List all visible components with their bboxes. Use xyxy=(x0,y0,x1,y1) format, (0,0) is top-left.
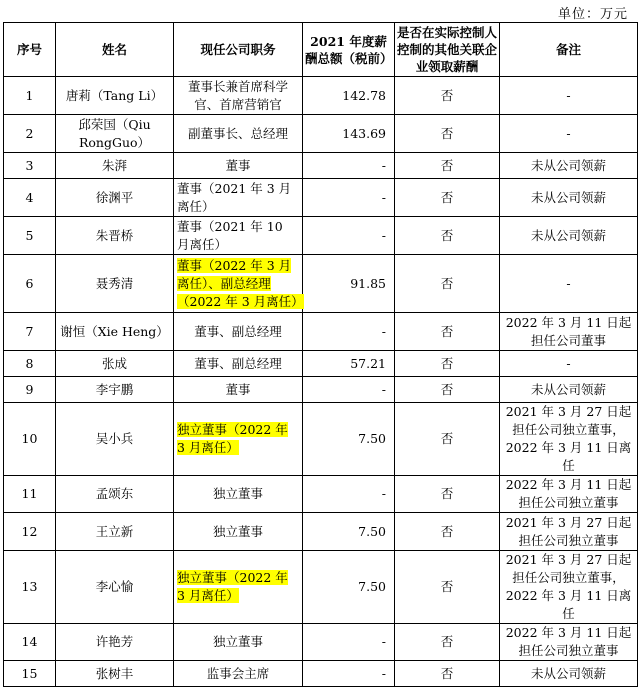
highlighted-text: 独立董事（2022 年 3 月离任） xyxy=(177,570,288,603)
cell-related-pay: 否 xyxy=(395,351,500,377)
cell-related-pay: 否 xyxy=(395,377,500,403)
cell-remark: 未从公司领薪 xyxy=(500,217,638,255)
cell-salary: 7.50 xyxy=(303,403,395,476)
header-related-pay: 是否在实际控制人控制的其他关联企业领取薪酬 xyxy=(395,23,500,77)
cell-no: 5 xyxy=(4,217,56,255)
table-row xyxy=(4,476,638,513)
table-row xyxy=(4,77,638,115)
table-row xyxy=(4,255,638,313)
cell-name: 邱荣国（Qiu RongGuo） xyxy=(56,115,174,153)
cell-related-pay: 否 xyxy=(395,313,500,351)
header-no: 序号 xyxy=(4,23,56,77)
cell-salary: - xyxy=(303,661,395,687)
cell-name: 张树丰 xyxy=(56,661,174,687)
cell-no: 1 xyxy=(4,77,56,115)
cell-remark: 未从公司领薪 xyxy=(500,661,638,687)
cell-salary: - xyxy=(303,476,395,513)
cell-salary: - xyxy=(303,624,395,661)
cell-related-pay: 否 xyxy=(395,476,500,513)
cell-name: 王立新 xyxy=(56,513,174,551)
header-remark: 备注 xyxy=(500,23,638,77)
cell-related-pay: 否 xyxy=(395,624,500,661)
table-row xyxy=(4,313,638,351)
cell-name: 许艳芳 xyxy=(56,624,174,661)
cell-salary: 91.85 xyxy=(303,255,395,313)
cell-position: 董事（2021 年 3 月离任） xyxy=(174,179,303,217)
cell-salary: - xyxy=(303,313,395,351)
cell-name: 朱湃 xyxy=(56,153,174,179)
cell-remark: 2021 年 3 月 27 日起担任公司独立董事，2022 年 3 月 11 日离任 xyxy=(500,551,638,624)
cell-no: 6 xyxy=(4,255,56,313)
table-row xyxy=(4,661,638,687)
cell-related-pay: 否 xyxy=(395,255,500,313)
cell-no: 9 xyxy=(4,377,56,403)
cell-position: 监事会主席 xyxy=(174,661,303,687)
cell-no: 11 xyxy=(4,476,56,513)
header-position: 现任公司职务 xyxy=(174,23,303,77)
cell-related-pay: 否 xyxy=(395,513,500,551)
cell-position xyxy=(174,403,303,476)
cell-remark: 2022 年 3 月 11 日起担任公司独立董事 xyxy=(500,476,638,513)
cell-related-pay: 否 xyxy=(395,179,500,217)
cell-position: 独立董事 xyxy=(174,624,303,661)
cell-salary: - xyxy=(303,377,395,403)
cell-position: 董事 xyxy=(174,377,303,403)
table-row xyxy=(4,115,638,153)
cell-position: 副董事长、总经理 xyxy=(174,115,303,153)
cell-related-pay: 否 xyxy=(395,403,500,476)
table-row xyxy=(4,179,638,217)
cell-name: 聂秀清 xyxy=(56,255,174,313)
cell-remark: - xyxy=(500,351,638,377)
cell-related-pay: 否 xyxy=(395,661,500,687)
cell-no: 3 xyxy=(4,153,56,179)
cell-name: 李心愉 xyxy=(56,551,174,624)
table-row xyxy=(4,551,638,624)
cell-salary: 7.50 xyxy=(303,513,395,551)
cell-no: 13 xyxy=(4,551,56,624)
cell-remark: - xyxy=(500,77,638,115)
cell-no: 2 xyxy=(4,115,56,153)
cell-remark: 未从公司领薪 xyxy=(500,153,638,179)
cell-salary: 57.21 xyxy=(303,351,395,377)
cell-salary: 7.50 xyxy=(303,551,395,624)
cell-position: 独立董事 xyxy=(174,476,303,513)
header-salary: 2021 年度薪酬总额（税前） xyxy=(303,23,395,77)
table-row xyxy=(4,403,638,476)
cell-no: 4 xyxy=(4,179,56,217)
cell-remark: - xyxy=(500,255,638,313)
cell-position: 董事、副总经理 xyxy=(174,313,303,351)
table-row xyxy=(4,153,638,179)
cell-related-pay: 否 xyxy=(395,77,500,115)
cell-name: 谢恒（Xie Heng） xyxy=(56,313,174,351)
cell-position xyxy=(174,551,303,624)
table-row xyxy=(4,351,638,377)
cell-remark: 2022 年 3 月 11 日起担任公司董事 xyxy=(500,313,638,351)
cell-salary: 142.78 xyxy=(303,77,395,115)
cell-name: 朱晋桥 xyxy=(56,217,174,255)
cell-name: 李宇鹏 xyxy=(56,377,174,403)
cell-no: 10 xyxy=(4,403,56,476)
cell-related-pay: 否 xyxy=(395,153,500,179)
cell-position xyxy=(174,255,303,313)
cell-salary: - xyxy=(303,179,395,217)
unit-label: 单位：万元 xyxy=(557,7,628,22)
cell-name: 孟颂东 xyxy=(56,476,174,513)
cell-position: 董事长兼首席科学官、首席营销官 xyxy=(174,77,303,115)
table-row xyxy=(4,377,638,403)
cell-no: 8 xyxy=(4,351,56,377)
table-row xyxy=(4,217,638,255)
cell-remark: - xyxy=(500,115,638,153)
cell-position: 独立董事 xyxy=(174,513,303,551)
cell-remark: 2021 年 3 月 27 日起担任公司独立董事，2022 年 3 月 11 日离任 xyxy=(500,403,638,476)
cell-no: 12 xyxy=(4,513,56,551)
cell-related-pay: 否 xyxy=(395,115,500,153)
header-name: 姓名 xyxy=(56,23,174,77)
highlighted-text: 独立董事（2022 年 3 月离任） xyxy=(177,422,288,455)
cell-name: 徐渊平 xyxy=(56,179,174,217)
cell-salary: - xyxy=(303,217,395,255)
cell-no: 7 xyxy=(4,313,56,351)
cell-related-pay: 否 xyxy=(395,217,500,255)
cell-salary: - xyxy=(303,153,395,179)
cell-name: 张成 xyxy=(56,351,174,377)
cell-related-pay: 否 xyxy=(395,551,500,624)
cell-remark: 2021 年 3 月 27 日起担任公司独立董事 xyxy=(500,513,638,551)
cell-salary: 143.69 xyxy=(303,115,395,153)
cell-position: 董事、副总经理 xyxy=(174,351,303,377)
cell-remark: 未从公司领薪 xyxy=(500,179,638,217)
cell-position: 董事（2021 年 10 月离任） xyxy=(174,217,303,255)
highlighted-text: 董事（2022 年 3 月离任）、副总经理（2022 年 3 月离任） xyxy=(177,257,304,309)
compensation-table xyxy=(3,22,638,687)
table-row xyxy=(4,513,638,551)
cell-name: 吴小兵 xyxy=(56,403,174,476)
cell-position: 董事 xyxy=(174,153,303,179)
cell-remark: 未从公司领薪 xyxy=(500,377,638,403)
header-row xyxy=(4,23,638,77)
cell-no: 15 xyxy=(4,661,56,687)
cell-remark: 2022 年 3 月 11 日起担任公司独立董事 xyxy=(500,624,638,661)
cell-no: 14 xyxy=(4,624,56,661)
cell-name: 唐莉（Tang Li） xyxy=(56,77,174,115)
